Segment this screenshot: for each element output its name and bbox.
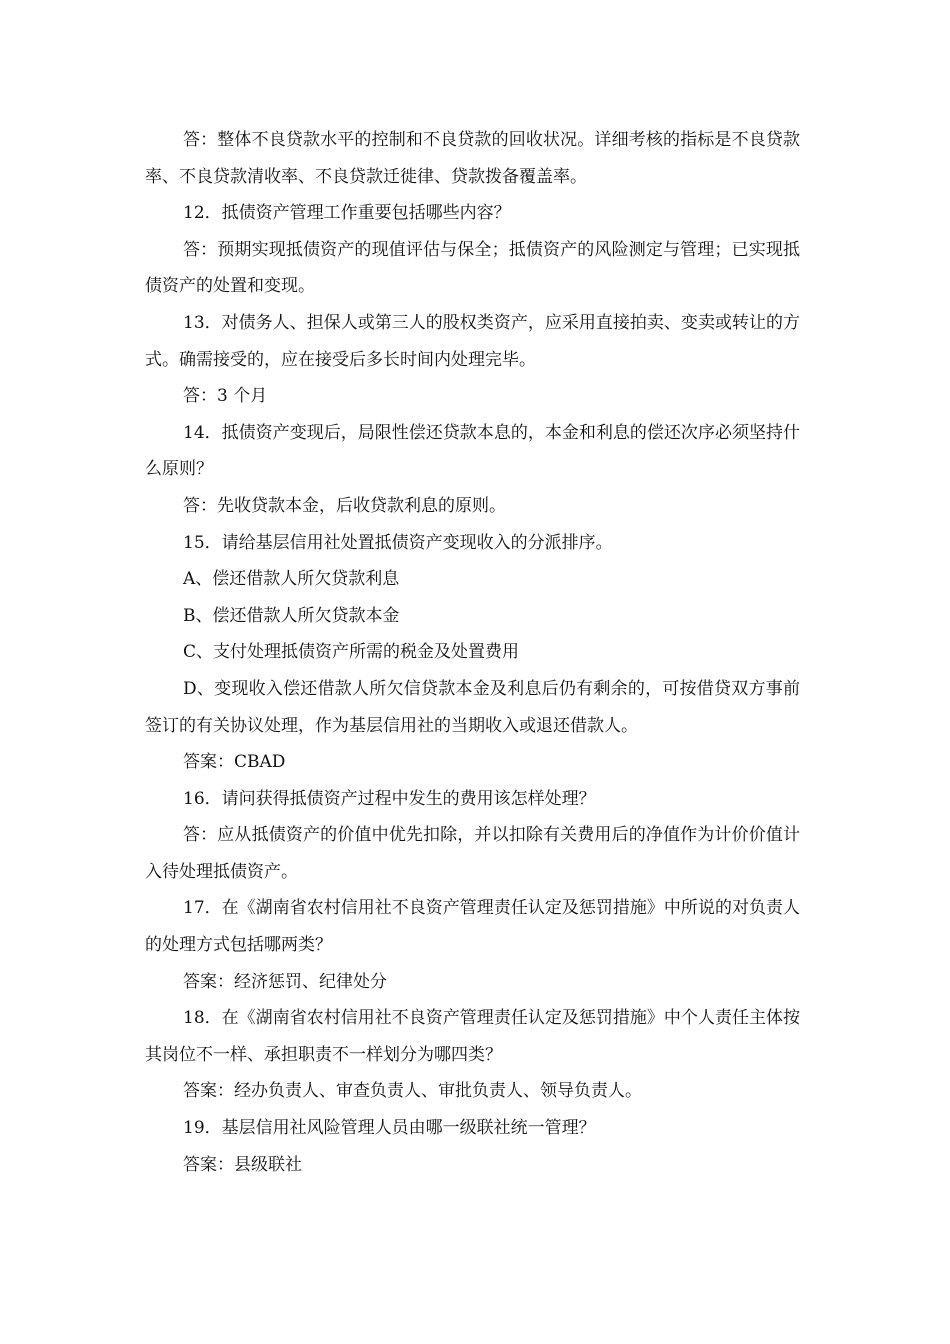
question-18: 18．在《湖南省农村信用社不良资产管理责任认定及惩罚措施》中个人责任主体按其岗位不一样、承担职责不一样划分为哪四类？ (145, 1008, 800, 1065)
question-12: 12．抵债资产管理工作重要包括哪些内容？ (183, 203, 511, 224)
option-d: D、变现收入偿还借款人所欠信贷款本金及利息后仍有剩余的，可按借贷双方事前签订的有关协议处理，作为基层信用社的当期收入或退还借款人。 (145, 678, 800, 736)
answer-14: 答：先收贷款本金，后收贷款利息的原则。 (183, 495, 506, 516)
answer-19: 答案：县级联社 (183, 1154, 302, 1175)
option-b: B、偿还借款人所欠贷款本金 (183, 605, 400, 626)
question-19: 19．基层信用社风险管理人员由哪一级联社统一管理？ (183, 1118, 596, 1139)
answer-18: 答案：经办负责人、审查负责人、审批负责人、领导负责人。 (183, 1081, 642, 1102)
question-16: 16．请问获得抵债资产过程中发生的费用该怎样处理？ (183, 788, 596, 809)
answer-15: 答案：CBAD (183, 752, 286, 773)
answer-11: 答：整体不良贷款水平的控制和不良贷款的回收状况。详细考核的指标是不良贷款率、不良贷款清收率、不良贷款迁徙律、贷款拨备覆盖率。 (145, 130, 800, 187)
question-15: 15．请给基层信用社处置抵债资产变现收入的分派排序。 (183, 532, 613, 553)
answer-16: 答：应从抵债资产的价值中优先扣除，并以扣除有关费用后的净值作为计价价值计入待处理抵债资产。 (145, 825, 800, 882)
question-17: 17．在《湖南省农村信用社不良资产管理责任认定及惩罚措施》中所说的对负责人的处理方式包括哪两类？ (145, 898, 800, 956)
answer-13: 答：3 个月 (183, 386, 268, 407)
answer-12: 答：预期实现抵债资产的现值评估与保全；抵债资产的风险测定与管理；已实现抵债资产的处置和变现。 (145, 239, 800, 297)
question-14: 14．抵债资产变现后，局限性偿还贷款本息的，本金和利息的偿还次序必须坚持什么原则？ (145, 422, 800, 480)
answer-17: 答案：经济惩罚、纪律处分 (183, 971, 387, 992)
question-13: 13．对债务人、担保人或第三人的股权类资产，应采用直接拍卖、变卖或转让的方式。确需接受的，应在接受后多长时间内处理完毕。 (145, 312, 800, 370)
document-body (145, 122, 800, 1183)
option-a: A、偿还借款人所欠贷款利息 (183, 569, 400, 590)
option-c: C、支付处理抵债资产所需的税金及处置费用 (183, 642, 520, 663)
